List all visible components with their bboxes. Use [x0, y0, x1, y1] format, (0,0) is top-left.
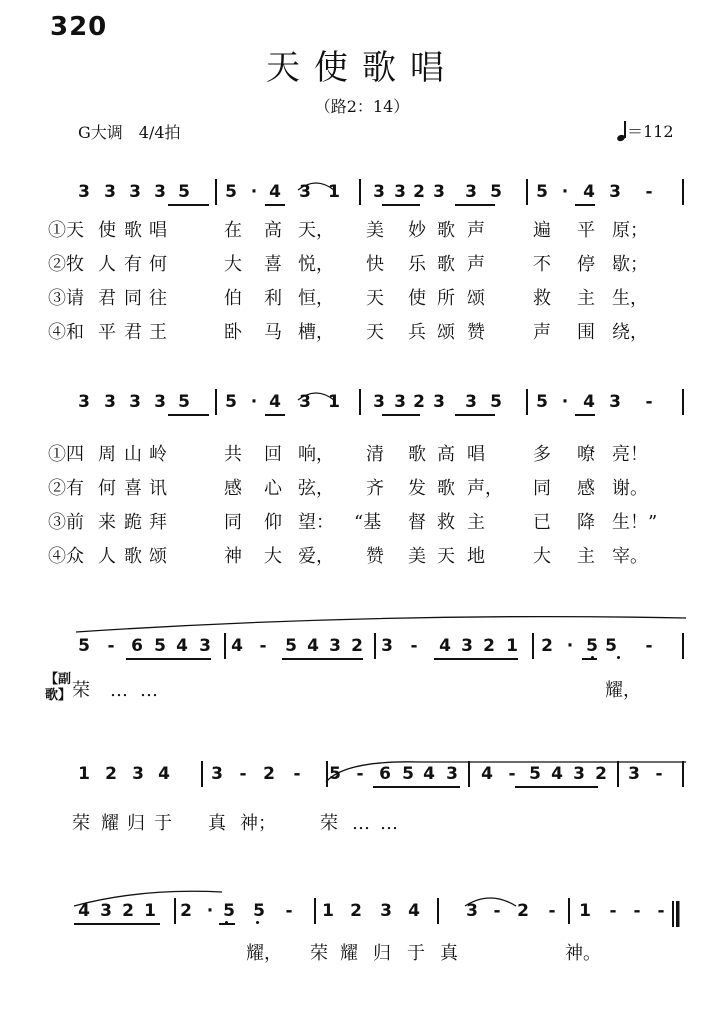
lyric-syllable: 爱， [298, 546, 334, 567]
note: · [206, 901, 214, 921]
note: 5 [253, 901, 265, 921]
song-title: 天使歌唱 [266, 48, 458, 88]
lyric-syllable: 马 [264, 322, 282, 343]
note: - [633, 901, 641, 921]
note: - [356, 764, 364, 784]
note: 3 [129, 392, 141, 412]
note: 3 [465, 182, 477, 202]
note: 5 [490, 182, 502, 202]
note: - [107, 636, 115, 656]
lyric-syllable: 歇； [612, 254, 648, 275]
lyric-syllable: 于 [407, 943, 425, 964]
lyric-syllable: 生！” [612, 512, 658, 533]
lyric-syllable: 何 [98, 478, 116, 499]
note: 2 [483, 636, 495, 656]
note: 3 [609, 182, 621, 202]
lyric-syllable: 发 [408, 478, 426, 499]
note: 4 [583, 182, 595, 202]
lyric-syllable: 利 [264, 288, 282, 309]
lyric-syllable: 大 [224, 254, 242, 275]
lyric-syllable: 耀 [340, 943, 358, 964]
lyric-syllable: 声 [467, 220, 485, 241]
lyric-syllable: 感 [577, 478, 595, 499]
lyric-syllable: 主 [577, 288, 595, 309]
lyric-syllable: 声 [533, 322, 551, 343]
lyric-syllable: 高 [264, 220, 282, 241]
note: 3 [466, 901, 478, 921]
note: 5 [490, 392, 502, 412]
lyric-syllable: 使 [98, 220, 116, 241]
note: 1 [78, 764, 90, 784]
note: - [645, 392, 653, 412]
note: 5 [329, 764, 341, 784]
note: 5 [605, 636, 617, 656]
note: 3 [461, 636, 473, 656]
lyric-syllable: 岭 [149, 444, 167, 465]
lyric-syllable: 赞 [467, 322, 485, 343]
note: 4 [307, 636, 319, 656]
note: 2 [413, 182, 425, 202]
note: - [548, 901, 556, 921]
lyric-syllable: 卧 [224, 322, 242, 343]
lyric-syllable: 归 [127, 813, 145, 834]
lyric-syllable: 同 [533, 478, 551, 499]
note: 5 [402, 764, 414, 784]
note: 5 [178, 392, 190, 412]
lyric-syllable: “基 [354, 512, 382, 533]
note: 5 [586, 636, 598, 656]
lyric-syllable: 伯 [224, 288, 242, 309]
note: 4 [231, 636, 243, 656]
lyric-syllable: 悦， [298, 254, 334, 275]
lyric-syllable: 弦， [298, 478, 334, 499]
note: 3 [446, 764, 458, 784]
note: 4 [158, 764, 170, 784]
lyric-syllable: 天 [366, 288, 384, 309]
note: 3 [609, 392, 621, 412]
lyric-syllable: 耀， [605, 680, 641, 701]
lyric-syllable: 歌 [437, 478, 455, 499]
final-barline-thick [676, 901, 680, 927]
note: 2 [517, 901, 529, 921]
note: 1 [506, 636, 518, 656]
note: 5 [223, 901, 235, 921]
note: 3 [104, 182, 116, 202]
note: 2 [180, 901, 192, 921]
note: 3 [154, 182, 166, 202]
lyric-syllable: … [380, 813, 398, 834]
lyric-syllable: 回 [264, 444, 282, 465]
lyric-syllable: 宰。 [612, 546, 648, 567]
lyric-syllable: 多 [533, 444, 551, 465]
slur-line2 [298, 393, 334, 400]
lyric-syllable: 何 [149, 254, 167, 275]
lyric-syllable: 不 [533, 254, 551, 275]
lyric-syllable: 平 [98, 322, 116, 343]
lyric-syllable: 降 [577, 512, 595, 533]
note: 2 [350, 901, 362, 921]
note: 4 [78, 901, 90, 921]
lyric-syllable: 君 [98, 288, 116, 309]
lyric-syllable: 共 [224, 444, 242, 465]
note: 3 [132, 764, 144, 784]
note: 3 [129, 182, 141, 202]
lyric-syllable: 大 [533, 546, 551, 567]
lyric-syllable: … [352, 813, 370, 834]
lyric-syllable: 天 [366, 322, 384, 343]
lyric-syllable: 同 [224, 512, 242, 533]
note: 4 [269, 392, 281, 412]
note: 5 [225, 392, 237, 412]
lyric-syllable: 所 [437, 288, 455, 309]
lyric-syllable: 救 [437, 512, 455, 533]
lyric-syllable: 荣 [72, 680, 90, 701]
note: · [566, 636, 574, 656]
lyric-syllable: 大 [264, 546, 282, 567]
note: 4 [583, 392, 595, 412]
lyric-syllable: 神。 [565, 943, 601, 964]
lyric-syllable: 槽， [298, 322, 334, 343]
lyric-syllable: 美 [366, 220, 384, 241]
lyric-syllable: 救 [533, 288, 551, 309]
note: · [561, 392, 569, 412]
lyric-syllable: 讯 [149, 478, 167, 499]
note: 3 [154, 392, 166, 412]
lyric-syllable: 天 [437, 546, 455, 567]
note: 2 [263, 764, 275, 784]
lyric-syllable: ④众 [48, 546, 84, 567]
lyric-syllable: 歌 [437, 254, 455, 275]
lyric-syllable: 响， [298, 444, 334, 465]
lyric-syllable: 在 [224, 220, 242, 241]
note: 3 [299, 392, 311, 412]
note: - [285, 901, 293, 921]
lyric-syllable: 归 [373, 943, 391, 964]
lyric-syllable: ①四 [48, 444, 84, 465]
lyric-syllable: 地 [467, 546, 485, 567]
lyric-syllable: 使 [408, 288, 426, 309]
note: 6 [379, 764, 391, 784]
lyric-syllable: 生， [612, 288, 648, 309]
note: 4 [481, 764, 493, 784]
note: 3 [433, 182, 445, 202]
lyric-syllable: 人 [98, 254, 116, 275]
slur-refrain-2 [326, 762, 686, 782]
lyric-syllable: 荣 [72, 813, 90, 834]
note: 5 [78, 636, 90, 656]
lyric-syllable: 主 [467, 512, 485, 533]
lyric-syllable: 停 [577, 254, 595, 275]
note: 2 [105, 764, 117, 784]
tempo-value: ＝112 [627, 122, 674, 141]
note: 1 [144, 901, 156, 921]
lyric-syllable: ②牧 [48, 254, 84, 275]
lyric-syllable: 已 [533, 512, 551, 533]
note: 6 [131, 636, 143, 656]
lyric-syllable: 耀 [101, 813, 119, 834]
note: 5 [178, 182, 190, 202]
note: 3 [573, 764, 585, 784]
lyric-syllable: 谢。 [612, 478, 648, 499]
lyric-syllable: … [140, 680, 158, 701]
lyric-syllable: 督 [408, 512, 426, 533]
note: - [645, 636, 653, 656]
lyric-syllable: 于 [154, 813, 172, 834]
note: · [250, 392, 258, 412]
lyric-syllable: 平 [577, 220, 595, 241]
lyric-syllable: 来 [98, 512, 116, 533]
lyric-syllable: ②有 [48, 478, 84, 499]
slur-refrain-3 [74, 891, 222, 906]
lyric-syllable: 高 [437, 444, 455, 465]
note: 3 [78, 182, 90, 202]
note: 4 [423, 764, 435, 784]
lyric-syllable: 真 [208, 813, 226, 834]
note: · [250, 182, 258, 202]
lyric-syllable: 耀， [246, 943, 282, 964]
lyric-syllable: 歌 [408, 444, 426, 465]
lyric-syllable: … [110, 680, 128, 701]
lyric-syllable: 有 [124, 254, 142, 275]
lyric-syllable: 乐 [408, 254, 426, 275]
note: 1 [328, 182, 340, 202]
lyric-syllable: 仰 [264, 512, 282, 533]
note: 3 [381, 636, 393, 656]
note: 3 [199, 636, 211, 656]
note: 3 [78, 392, 90, 412]
lyric-syllable: 妙 [408, 220, 426, 241]
slur-line1 [298, 183, 334, 190]
lyric-syllable: 兵 [408, 322, 426, 343]
note: 2 [595, 764, 607, 784]
refrain-label: 【副歌】 [45, 672, 72, 703]
note: - [655, 764, 663, 784]
lyric-syllable: 声 [467, 254, 485, 275]
lyric-syllable: 赞 [366, 546, 384, 567]
lyric-syllable: 往 [149, 288, 167, 309]
lyric-syllable: 唱 [467, 444, 485, 465]
lyric-syllable: ③前 [48, 512, 84, 533]
note: 1 [579, 901, 591, 921]
lyric-syllable: 喜 [264, 254, 282, 275]
lyric-syllable: 喜 [124, 478, 142, 499]
note: 3 [329, 636, 341, 656]
lyric-syllable: 原； [612, 220, 648, 241]
lyric-syllable: 绕， [612, 322, 648, 343]
note: 4 [408, 901, 420, 921]
note: - [293, 764, 301, 784]
lyric-syllable: 主 [577, 546, 595, 567]
note: - [657, 901, 665, 921]
lyric-syllable: 神； [240, 813, 276, 834]
lyric-syllable: 君 [124, 322, 142, 343]
note: · [561, 182, 569, 202]
note: 2 [351, 636, 363, 656]
lyric-syllable: 颂 [437, 322, 455, 343]
lyric-syllable: 心 [264, 478, 282, 499]
lyric-syllable: ④和 [48, 322, 84, 343]
note: - [239, 764, 247, 784]
note: 2 [122, 901, 134, 921]
lyric-syllable: 声， [467, 478, 503, 499]
lyric-syllable: 王 [149, 322, 167, 343]
note: - [493, 901, 501, 921]
note: 5 [154, 636, 166, 656]
lyric-syllable: 周 [98, 444, 116, 465]
note: - [410, 636, 418, 656]
note: 5 [536, 182, 548, 202]
note: 1 [328, 392, 340, 412]
note: 3 [465, 392, 477, 412]
lyric-syllable: 歌 [124, 546, 142, 567]
note: 5 [536, 392, 548, 412]
note: 4 [551, 764, 563, 784]
lyric-syllable: 人 [98, 546, 116, 567]
lyric-syllable: 颂 [467, 288, 485, 309]
note: - [645, 182, 653, 202]
note: 3 [104, 392, 116, 412]
note: 5 [225, 182, 237, 202]
lyric-syllable: 神 [224, 546, 242, 567]
note: 3 [100, 901, 112, 921]
lyric-syllable: 围 [577, 322, 595, 343]
lyric-syllable: 唱 [149, 220, 167, 241]
slur-line5-tie [465, 898, 516, 906]
lyric-syllable: ①天 [48, 220, 84, 241]
lyric-syllable: 望： [298, 512, 334, 533]
lyric-syllable: 荣 [310, 943, 328, 964]
note: 4 [269, 182, 281, 202]
lyric-syllable: 同 [124, 288, 142, 309]
note: 3 [373, 182, 385, 202]
note: 2 [541, 636, 553, 656]
note: - [259, 636, 267, 656]
lyric-syllable: 感 [224, 478, 242, 499]
lyric-syllable: 拜 [149, 512, 167, 533]
note: 1 [322, 901, 334, 921]
note: 5 [285, 636, 297, 656]
page-number: 320 [50, 12, 108, 42]
note: 3 [433, 392, 445, 412]
note: 3 [299, 182, 311, 202]
note: 5 [529, 764, 541, 784]
lyric-syllable: 快 [366, 254, 384, 275]
lyric-syllable: 歌 [124, 220, 142, 241]
note: 3 [628, 764, 640, 784]
note: 3 [394, 182, 406, 202]
scripture-reference: （路2：14） [314, 97, 410, 116]
note: 3 [380, 901, 392, 921]
note: 3 [373, 392, 385, 412]
lyric-syllable: 遍 [533, 220, 551, 241]
note: 2 [413, 392, 425, 412]
lyric-syllable: 齐 [366, 478, 384, 499]
slur-refrain-1 [76, 617, 686, 632]
lyric-syllable: 颂 [149, 546, 167, 567]
note: 4 [176, 636, 188, 656]
note: - [508, 764, 516, 784]
lyric-syllable: 荣 [320, 813, 338, 834]
note: 3 [211, 764, 223, 784]
key-time-signature: G大调 4/4拍 [78, 123, 181, 142]
lyric-syllable: 天， [298, 220, 334, 241]
note: 4 [439, 636, 451, 656]
lyric-syllable: 嘹 [577, 444, 595, 465]
note: - [609, 901, 617, 921]
note: 3 [394, 392, 406, 412]
lyric-syllable: 美 [408, 546, 426, 567]
lyric-syllable: 山 [124, 444, 142, 465]
lyric-syllable: 歌 [437, 220, 455, 241]
lyric-syllable: 真 [440, 943, 458, 964]
lyric-syllable: 恒， [298, 288, 334, 309]
lyric-syllable: 亮！ [612, 444, 648, 465]
lyric-syllable: ③请 [48, 288, 84, 309]
lyric-syllable: 清 [366, 444, 384, 465]
lyric-syllable: 跪 [124, 512, 142, 533]
